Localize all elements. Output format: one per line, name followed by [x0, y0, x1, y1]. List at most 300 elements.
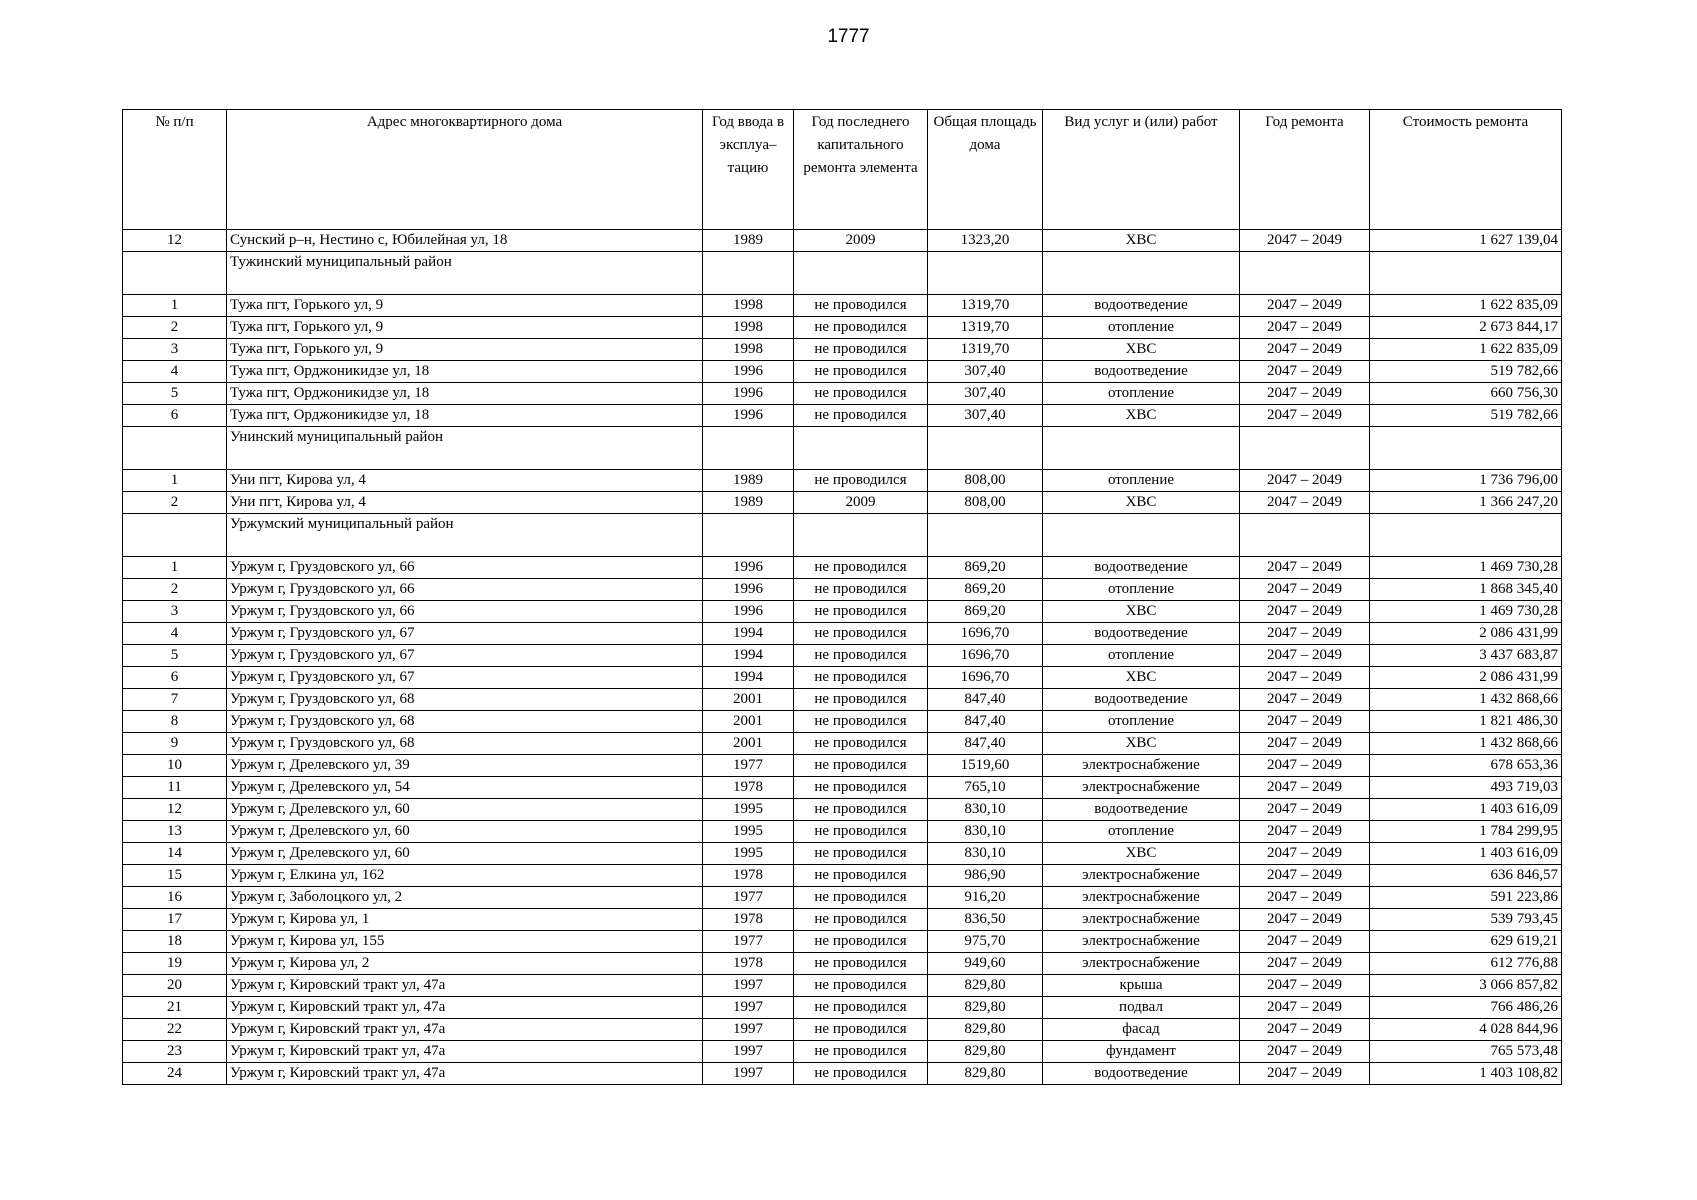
cell-commission-year: 1978 [703, 777, 794, 799]
cell-cost: 1 432 868,66 [1370, 689, 1562, 711]
table-row [123, 887, 1562, 909]
cell-address: Тужа пгт, Орджоникидзе ул, 18 [227, 405, 703, 427]
empty-cell [1370, 427, 1562, 470]
cell-address: Уржум г, Дрелевского ул, 60 [227, 799, 703, 821]
page-number: 1777 [827, 26, 870, 47]
cell-number: 7 [123, 689, 227, 711]
cell-cost: 3 437 683,87 [1370, 645, 1562, 667]
cell-repair-year: 2047 – 2049 [1240, 492, 1370, 514]
cell-address: Тужа пгт, Орджоникидзе ул, 18 [227, 361, 703, 383]
cell-work-type: ХВС [1043, 492, 1240, 514]
cell-cost: 1 821 486,30 [1370, 711, 1562, 733]
cell-repair-year: 2047 – 2049 [1240, 777, 1370, 799]
table-row [123, 339, 1562, 361]
cell-number: 3 [123, 339, 227, 361]
cell-commission-year: 1978 [703, 865, 794, 887]
table-row [123, 975, 1562, 997]
table-row [123, 230, 1562, 252]
cell-cost: 493 719,03 [1370, 777, 1562, 799]
cell-area: 1696,70 [928, 645, 1043, 667]
cell-work-type: ХВС [1043, 405, 1240, 427]
table-row [123, 317, 1562, 339]
cell-commission-year: 1978 [703, 953, 794, 975]
cell-cost: 1 622 835,09 [1370, 339, 1562, 361]
cell-commission-year: 1977 [703, 887, 794, 909]
cell-last-repair: не проводился [794, 821, 928, 843]
cell-address: Уржум г, Кирова ул, 155 [227, 931, 703, 953]
cell-cost: 629 619,21 [1370, 931, 1562, 953]
empty-cell [1043, 514, 1240, 557]
cell-number: 5 [123, 383, 227, 405]
cell-last-repair: не проводился [794, 1041, 928, 1063]
cell-number: 6 [123, 405, 227, 427]
empty-cell [1043, 252, 1240, 295]
table-row [123, 821, 1562, 843]
cell-repair-year: 2047 – 2049 [1240, 667, 1370, 689]
cell-commission-year: 1998 [703, 295, 794, 317]
cell-number: 1 [123, 470, 227, 492]
cell-work-type: электроснабжение [1043, 777, 1240, 799]
cell-last-repair: не проводился [794, 689, 928, 711]
cell-area: 847,40 [928, 689, 1043, 711]
cell-number: 2 [123, 317, 227, 339]
cell-area: 847,40 [928, 733, 1043, 755]
section-row [123, 252, 1562, 295]
cell-work-type: фасад [1043, 1019, 1240, 1041]
cell-cost: 1 366 247,20 [1370, 492, 1562, 514]
cell-area: 869,20 [928, 579, 1043, 601]
cell-commission-year: 1995 [703, 821, 794, 843]
cell-area: 847,40 [928, 711, 1043, 733]
cell-repair-year: 2047 – 2049 [1240, 557, 1370, 579]
cell-last-repair: не проводился [794, 887, 928, 909]
section-title: Тужинский муниципальный район [227, 252, 703, 295]
cell-work-type: водоотведение [1043, 689, 1240, 711]
cell-area: 830,10 [928, 821, 1043, 843]
table-header-row [123, 110, 1562, 230]
cell-cost: 3 066 857,82 [1370, 975, 1562, 997]
cell-last-repair: не проводился [794, 339, 928, 361]
table-row [123, 711, 1562, 733]
col-header-number: № п/п [123, 110, 227, 230]
cell-last-repair: не проводился [794, 931, 928, 953]
cell-address: Сунский р–н, Нестино с, Юбилейная ул, 18 [227, 230, 703, 252]
empty-cell [1043, 427, 1240, 470]
cell-address: Уржум г, Кировский тракт ул, 47а [227, 1019, 703, 1041]
cell-commission-year: 1989 [703, 230, 794, 252]
cell-repair-year: 2047 – 2049 [1240, 230, 1370, 252]
empty-cell [123, 252, 227, 295]
cell-cost: 678 653,36 [1370, 755, 1562, 777]
cell-work-type: ХВС [1043, 601, 1240, 623]
table-row [123, 645, 1562, 667]
cell-address: Уржум г, Груздовского ул, 66 [227, 557, 703, 579]
cell-commission-year: 1997 [703, 1041, 794, 1063]
cell-area: 1696,70 [928, 667, 1043, 689]
cell-commission-year: 1977 [703, 931, 794, 953]
cell-area: 808,00 [928, 492, 1043, 514]
col-header-work-type: Вид услуг и (или) работ [1043, 110, 1240, 230]
cell-repair-year: 2047 – 2049 [1240, 1041, 1370, 1063]
cell-number: 1 [123, 295, 227, 317]
cell-number: 15 [123, 865, 227, 887]
cell-cost: 1 627 139,04 [1370, 230, 1562, 252]
table-row [123, 405, 1562, 427]
cell-commission-year: 1998 [703, 317, 794, 339]
cell-address: Уржум г, Груздовского ул, 66 [227, 579, 703, 601]
cell-number: 14 [123, 843, 227, 865]
cell-repair-year: 2047 – 2049 [1240, 579, 1370, 601]
cell-work-type: электроснабжение [1043, 931, 1240, 953]
cell-area: 307,40 [928, 361, 1043, 383]
cell-cost: 2 673 844,17 [1370, 317, 1562, 339]
cell-work-type: ХВС [1043, 667, 1240, 689]
cell-repair-year: 2047 – 2049 [1240, 317, 1370, 339]
cell-repair-year: 2047 – 2049 [1240, 799, 1370, 821]
cell-commission-year: 1994 [703, 623, 794, 645]
cell-commission-year: 1989 [703, 470, 794, 492]
cell-number: 6 [123, 667, 227, 689]
empty-cell [1240, 252, 1370, 295]
cell-work-type: отопление [1043, 317, 1240, 339]
table-body [123, 230, 1562, 1085]
col-header-last-repair: Год последнего капитального ремонта элемента [794, 110, 928, 230]
cell-number: 5 [123, 645, 227, 667]
table-row [123, 865, 1562, 887]
cell-work-type: ХВС [1043, 843, 1240, 865]
cell-commission-year: 2001 [703, 711, 794, 733]
table-row [123, 843, 1562, 865]
empty-cell [794, 252, 928, 295]
empty-cell [928, 427, 1043, 470]
table-row [123, 295, 1562, 317]
table-row [123, 470, 1562, 492]
cell-address: Уржум г, Елкина ул, 162 [227, 865, 703, 887]
col-header-repair-year: Год ремонта [1240, 110, 1370, 230]
cell-last-repair: не проводился [794, 755, 928, 777]
cell-last-repair: 2009 [794, 492, 928, 514]
cell-number: 21 [123, 997, 227, 1019]
cell-cost: 1 622 835,09 [1370, 295, 1562, 317]
cell-repair-year: 2047 – 2049 [1240, 405, 1370, 427]
cell-cost: 1 403 616,09 [1370, 843, 1562, 865]
section-title: Уржумский муниципальный район [227, 514, 703, 557]
cell-work-type: подвал [1043, 997, 1240, 1019]
cell-work-type: фундамент [1043, 1041, 1240, 1063]
cell-last-repair: не проводился [794, 733, 928, 755]
cell-commission-year: 1997 [703, 1063, 794, 1085]
cell-area: 829,80 [928, 997, 1043, 1019]
cell-repair-year: 2047 – 2049 [1240, 733, 1370, 755]
cell-repair-year: 2047 – 2049 [1240, 931, 1370, 953]
col-header-area: Общая площадь дома [928, 110, 1043, 230]
cell-area: 1319,70 [928, 339, 1043, 361]
cell-repair-year: 2047 – 2049 [1240, 339, 1370, 361]
col-header-cost: Стоимость ремонта [1370, 110, 1562, 230]
cell-commission-year: 1996 [703, 383, 794, 405]
table-row [123, 623, 1562, 645]
cell-repair-year: 2047 – 2049 [1240, 470, 1370, 492]
cell-last-repair: не проводился [794, 405, 928, 427]
cell-work-type: водоотведение [1043, 799, 1240, 821]
empty-cell [1240, 514, 1370, 557]
cell-cost: 1 403 616,09 [1370, 799, 1562, 821]
empty-cell [1370, 252, 1562, 295]
cell-last-repair: не проводился [794, 865, 928, 887]
cell-repair-year: 2047 – 2049 [1240, 383, 1370, 405]
empty-cell [123, 514, 227, 557]
table-row [123, 689, 1562, 711]
cell-area: 307,40 [928, 405, 1043, 427]
empty-cell [703, 252, 794, 295]
cell-commission-year: 1978 [703, 909, 794, 931]
cell-number: 13 [123, 821, 227, 843]
empty-cell [928, 514, 1043, 557]
cell-repair-year: 2047 – 2049 [1240, 843, 1370, 865]
cell-repair-year: 2047 – 2049 [1240, 711, 1370, 733]
cell-last-repair: не проводился [794, 601, 928, 623]
table-row [123, 755, 1562, 777]
cell-area: 808,00 [928, 470, 1043, 492]
cell-cost: 1 403 108,82 [1370, 1063, 1562, 1085]
cell-cost: 519 782,66 [1370, 361, 1562, 383]
empty-cell [1370, 514, 1562, 557]
empty-cell [703, 427, 794, 470]
cell-number: 4 [123, 361, 227, 383]
cell-area: 836,50 [928, 909, 1043, 931]
repair-schedule-table [122, 109, 1562, 1085]
cell-commission-year: 1996 [703, 601, 794, 623]
cell-area: 829,80 [928, 1063, 1043, 1085]
cell-area: 1319,70 [928, 317, 1043, 339]
cell-area: 829,80 [928, 1019, 1043, 1041]
table-row [123, 909, 1562, 931]
cell-number: 23 [123, 1041, 227, 1063]
table-row [123, 1019, 1562, 1041]
cell-work-type: ХВС [1043, 339, 1240, 361]
cell-commission-year: 1994 [703, 645, 794, 667]
cell-work-type: водоотведение [1043, 623, 1240, 645]
cell-cost: 4 028 844,96 [1370, 1019, 1562, 1041]
cell-address: Уржум г, Груздовского ул, 66 [227, 601, 703, 623]
cell-work-type: крыша [1043, 975, 1240, 997]
empty-cell [794, 427, 928, 470]
cell-repair-year: 2047 – 2049 [1240, 975, 1370, 997]
table-row [123, 361, 1562, 383]
cell-last-repair: не проводился [794, 667, 928, 689]
cell-address: Уржум г, Груздовского ул, 67 [227, 667, 703, 689]
cell-area: 765,10 [928, 777, 1043, 799]
cell-commission-year: 1996 [703, 361, 794, 383]
cell-number: 17 [123, 909, 227, 931]
cell-repair-year: 2047 – 2049 [1240, 295, 1370, 317]
table-row [123, 1063, 1562, 1085]
cell-area: 949,60 [928, 953, 1043, 975]
cell-last-repair: не проводился [794, 1019, 928, 1041]
cell-area: 916,20 [928, 887, 1043, 909]
cell-last-repair: не проводился [794, 295, 928, 317]
cell-area: 1519,60 [928, 755, 1043, 777]
cell-commission-year: 2001 [703, 733, 794, 755]
cell-commission-year: 1996 [703, 557, 794, 579]
cell-cost: 1 784 299,95 [1370, 821, 1562, 843]
cell-address: Уржум г, Кирова ул, 1 [227, 909, 703, 931]
cell-address: Уржум г, Груздовского ул, 67 [227, 623, 703, 645]
cell-area: 830,10 [928, 799, 1043, 821]
cell-last-repair: не проводился [794, 579, 928, 601]
cell-area: 869,20 [928, 557, 1043, 579]
cell-last-repair: не проводился [794, 623, 928, 645]
cell-commission-year: 2001 [703, 689, 794, 711]
table-row [123, 1041, 1562, 1063]
cell-address: Уржум г, Груздовского ул, 67 [227, 645, 703, 667]
cell-cost: 612 776,88 [1370, 953, 1562, 975]
cell-work-type: отопление [1043, 711, 1240, 733]
cell-area: 986,90 [928, 865, 1043, 887]
table-row [123, 777, 1562, 799]
cell-address: Уржум г, Кировский тракт ул, 47а [227, 1063, 703, 1085]
cell-cost: 519 782,66 [1370, 405, 1562, 427]
cell-area: 869,20 [928, 601, 1043, 623]
cell-number: 11 [123, 777, 227, 799]
cell-address: Уржум г, Груздовского ул, 68 [227, 733, 703, 755]
cell-address: Тужа пгт, Горького ул, 9 [227, 339, 703, 361]
table-row [123, 383, 1562, 405]
table-row [123, 667, 1562, 689]
table-row [123, 557, 1562, 579]
cell-address: Уржум г, Дрелевского ул, 54 [227, 777, 703, 799]
table-row [123, 579, 1562, 601]
cell-number: 10 [123, 755, 227, 777]
section-row [123, 427, 1562, 470]
cell-cost: 660 756,30 [1370, 383, 1562, 405]
cell-commission-year: 1997 [703, 997, 794, 1019]
cell-address: Уржум г, Кирова ул, 2 [227, 953, 703, 975]
cell-repair-year: 2047 – 2049 [1240, 361, 1370, 383]
table-row [123, 601, 1562, 623]
cell-number: 12 [123, 230, 227, 252]
table-row [123, 997, 1562, 1019]
cell-work-type: электроснабжение [1043, 887, 1240, 909]
cell-repair-year: 2047 – 2049 [1240, 909, 1370, 931]
cell-work-type: водоотведение [1043, 557, 1240, 579]
empty-cell [703, 514, 794, 557]
cell-cost: 591 223,86 [1370, 887, 1562, 909]
cell-work-type: отопление [1043, 579, 1240, 601]
cell-last-repair: не проводился [794, 383, 928, 405]
cell-last-repair: 2009 [794, 230, 928, 252]
cell-number: 24 [123, 1063, 227, 1085]
cell-work-type: электроснабжение [1043, 909, 1240, 931]
cell-work-type: водоотведение [1043, 295, 1240, 317]
cell-work-type: электроснабжение [1043, 755, 1240, 777]
table-row [123, 931, 1562, 953]
empty-cell [1240, 427, 1370, 470]
cell-repair-year: 2047 – 2049 [1240, 689, 1370, 711]
cell-area: 1323,20 [928, 230, 1043, 252]
cell-address: Тужа пгт, Горького ул, 9 [227, 295, 703, 317]
cell-last-repair: не проводился [794, 1063, 928, 1085]
cell-last-repair: не проводился [794, 711, 928, 733]
cell-address: Уржум г, Дрелевского ул, 60 [227, 843, 703, 865]
col-header-commission-year: Год ввода в эксплуа–тацию [703, 110, 794, 230]
col-header-address: Адрес многоквартирного дома [227, 110, 703, 230]
cell-number: 1 [123, 557, 227, 579]
cell-address: Уржум г, Груздовского ул, 68 [227, 711, 703, 733]
cell-cost: 2 086 431,99 [1370, 623, 1562, 645]
cell-cost: 1 736 796,00 [1370, 470, 1562, 492]
cell-address: Уржум г, Кировский тракт ул, 47а [227, 975, 703, 997]
cell-address: Уржум г, Дрелевского ул, 39 [227, 755, 703, 777]
table-row [123, 799, 1562, 821]
cell-cost: 1 469 730,28 [1370, 557, 1562, 579]
cell-last-repair: не проводился [794, 645, 928, 667]
cell-number: 4 [123, 623, 227, 645]
cell-last-repair: не проводился [794, 799, 928, 821]
cell-cost: 636 846,57 [1370, 865, 1562, 887]
cell-number: 18 [123, 931, 227, 953]
cell-last-repair: не проводился [794, 975, 928, 997]
cell-repair-year: 2047 – 2049 [1240, 1063, 1370, 1085]
cell-area: 829,80 [928, 1041, 1043, 1063]
cell-area: 1696,70 [928, 623, 1043, 645]
cell-commission-year: 1977 [703, 755, 794, 777]
cell-number: 16 [123, 887, 227, 909]
cell-commission-year: 1989 [703, 492, 794, 514]
empty-cell [928, 252, 1043, 295]
cell-number: 20 [123, 975, 227, 997]
cell-work-type: электроснабжение [1043, 865, 1240, 887]
cell-number: 22 [123, 1019, 227, 1041]
table-row [123, 953, 1562, 975]
cell-commission-year: 1997 [703, 975, 794, 997]
cell-address: Уржум г, Кировский тракт ул, 47а [227, 997, 703, 1019]
cell-work-type: водоотведение [1043, 361, 1240, 383]
cell-work-type: отопление [1043, 383, 1240, 405]
cell-address: Тужа пгт, Орджоникидзе ул, 18 [227, 383, 703, 405]
cell-number: 19 [123, 953, 227, 975]
cell-last-repair: не проводился [794, 557, 928, 579]
cell-repair-year: 2047 – 2049 [1240, 755, 1370, 777]
cell-address: Уржум г, Заболоцкого ул, 2 [227, 887, 703, 909]
cell-work-type: отопление [1043, 470, 1240, 492]
cell-last-repair: не проводился [794, 317, 928, 339]
cell-area: 1319,70 [928, 295, 1043, 317]
cell-area: 307,40 [928, 383, 1043, 405]
cell-last-repair: не проводился [794, 997, 928, 1019]
cell-number: 12 [123, 799, 227, 821]
cell-last-repair: не проводился [794, 470, 928, 492]
cell-commission-year: 1996 [703, 405, 794, 427]
cell-cost: 1 469 730,28 [1370, 601, 1562, 623]
cell-commission-year: 1994 [703, 667, 794, 689]
cell-last-repair: не проводился [794, 953, 928, 975]
cell-cost: 1 868 345,40 [1370, 579, 1562, 601]
cell-commission-year: 1997 [703, 1019, 794, 1041]
cell-address: Уржум г, Груздовского ул, 68 [227, 689, 703, 711]
section-title: Унинский муниципальный район [227, 427, 703, 470]
cell-address: Уни пгт, Кирова ул, 4 [227, 492, 703, 514]
cell-repair-year: 2047 – 2049 [1240, 865, 1370, 887]
cell-address: Уржум г, Кировский тракт ул, 47а [227, 1041, 703, 1063]
cell-commission-year: 1995 [703, 843, 794, 865]
cell-area: 975,70 [928, 931, 1043, 953]
cell-work-type: ХВС [1043, 230, 1240, 252]
cell-repair-year: 2047 – 2049 [1240, 997, 1370, 1019]
cell-commission-year: 1995 [703, 799, 794, 821]
cell-address: Уржум г, Дрелевского ул, 60 [227, 821, 703, 843]
cell-number: 9 [123, 733, 227, 755]
